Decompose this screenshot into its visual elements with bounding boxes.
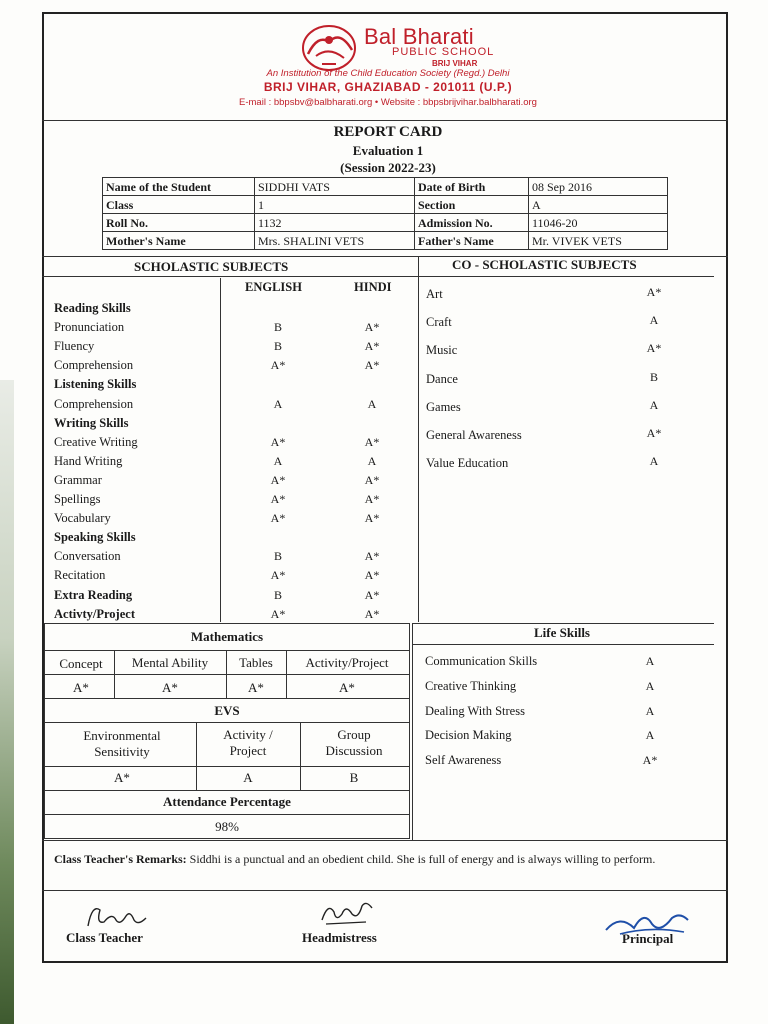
section-label: Section — [415, 196, 529, 214]
hindi-col-header: HINDI — [354, 280, 392, 294]
roll-label: Roll No. — [103, 214, 255, 232]
hindi-grade: A* — [364, 549, 380, 563]
principal-label: Principal — [622, 931, 674, 946]
co-scholastic-grade: B — [649, 370, 658, 384]
evs-grade-environmental: A* — [114, 770, 130, 785]
divider — [412, 623, 714, 624]
hindi-grade: A* — [364, 607, 380, 621]
divider — [220, 278, 221, 622]
session-title: (Session 2022-23) — [340, 160, 436, 175]
evs-col1-line1: Environmental — [83, 728, 161, 743]
evs-grade-discussion: B — [349, 770, 359, 785]
school-branch: BRIJ VIHAR — [432, 59, 478, 68]
english-grade: A* — [270, 511, 286, 525]
divider — [44, 698, 410, 699]
hindi-grade: A* — [364, 511, 380, 525]
admission-label: Admission No. — [415, 214, 529, 232]
math-col-concept: Concept — [59, 656, 103, 671]
skill-label: Recitation — [54, 568, 106, 582]
life-skill-grade: A* — [642, 753, 658, 767]
hindi-grade: A* — [364, 339, 380, 353]
skill-label: Creative Writing — [54, 435, 138, 449]
student-admission: 11046-20 — [529, 214, 668, 232]
skill-label: Pronunciation — [54, 320, 125, 334]
evs-heading: EVS — [214, 703, 240, 718]
english-grade: A* — [270, 568, 286, 582]
english-grade: A — [273, 454, 283, 468]
student-class: 1 — [255, 196, 415, 214]
math-col-activity-project: Activity/Project — [305, 655, 389, 670]
mother-label: Mother's Name — [103, 232, 255, 250]
co-scholastic-label: Music — [426, 343, 458, 357]
institution-line: An Institution of the Child Education Society (Regd.) Delhi — [266, 68, 510, 79]
co-scholastic-grade: A — [649, 454, 659, 468]
school-contact: E-mail : bbpsbv@balbharati.org • Website : bbpsbrijvihar.balbharati.org — [239, 97, 537, 108]
divider — [418, 276, 714, 277]
student-info-table — [102, 177, 668, 250]
headmistress-label: Headmistress — [302, 930, 377, 945]
evs-col3-line1: Group — [337, 727, 371, 742]
divider — [412, 644, 714, 645]
divider — [418, 256, 419, 622]
skill-group-heading: Listening Skills — [54, 377, 137, 391]
class-teacher-signature-icon — [82, 900, 152, 934]
skill-label: Grammar — [54, 473, 102, 487]
divider — [42, 890, 728, 891]
father-label: Father's Name — [415, 232, 529, 250]
co-scholastic-label: Art — [426, 287, 443, 301]
life-skill-grade: A — [645, 704, 655, 718]
attendance-heading: Attendance Percentage — [163, 794, 291, 809]
skill-group-heading: Speaking Skills — [54, 530, 136, 544]
student-dob: 08 Sep 2016 — [529, 178, 668, 196]
life-skill-label: Self Awareness — [425, 753, 502, 767]
evs-col-group-discussion — [300, 727, 408, 759]
skill-label: Fluency — [54, 339, 95, 353]
mother-name: Mrs. SHALINI VETS — [255, 232, 415, 250]
life-skill-label: Creative Thinking — [425, 679, 517, 693]
co-scholastic-grade: A — [649, 313, 659, 327]
skill-group-heading: Writing Skills — [54, 416, 129, 430]
divider — [44, 722, 410, 723]
divider — [44, 766, 410, 767]
english-grade: A* — [270, 492, 286, 506]
math-grade-tables: A* — [248, 680, 264, 695]
skill-label: Spellings — [54, 492, 101, 506]
co-scholastic-grade: A* — [646, 285, 662, 299]
evs-col1-line2: Sensitivity — [94, 744, 150, 759]
co-scholastic-grade: A — [649, 398, 659, 412]
remarks-label: Class Teacher's Remarks: — [54, 852, 187, 866]
divider — [42, 840, 728, 841]
mathematics-heading: Mathematics — [190, 629, 264, 644]
evs-col2-line1: Activity / — [223, 727, 273, 742]
life-skill-label: Decision Making — [425, 728, 512, 742]
skill-group-heading: Activty/Project — [54, 607, 135, 621]
life-skill-grade: A — [645, 728, 655, 742]
evs-col-activity-project — [196, 727, 300, 759]
skill-group-heading: Reading Skills — [54, 301, 131, 315]
co-scholastic-grade: A* — [646, 341, 662, 355]
co-scholastic-label: Games — [426, 400, 461, 414]
math-grade-concept: A* — [73, 680, 89, 695]
remarks-text: Siddhi is a punctual and an obedient child. She is full of energy and is always willing to perform. — [189, 852, 656, 866]
report-title: REPORT CARD — [333, 124, 443, 140]
english-grade: B — [273, 320, 282, 334]
attendance-value: 98% — [215, 819, 239, 834]
life-skills-heading: Life Skills — [534, 625, 590, 640]
math-grade-activity-project: A* — [339, 680, 355, 695]
hindi-grade: A — [367, 454, 377, 468]
evs-col3-line2: Discussion — [325, 743, 383, 758]
math-col-mental-ability: Mental Ability — [131, 655, 209, 670]
english-grade: B — [273, 588, 282, 602]
co-scholastic-heading: CO - SCHOLASTIC SUBJECTS — [452, 257, 637, 272]
evs-col-environmental-sensitivity — [48, 728, 196, 760]
skill-label: Conversation — [54, 549, 121, 563]
english-grade: A* — [270, 435, 286, 449]
co-scholastic-label: Value Education — [426, 456, 509, 470]
school-subtitle: PUBLIC SCHOOL — [392, 46, 495, 58]
english-grade: A* — [270, 358, 286, 372]
skill-label: Hand Writing — [54, 454, 123, 468]
math-grade-mental-ability: A* — [162, 680, 178, 695]
scholastic-heading: SCHOLASTIC SUBJECTS — [134, 259, 289, 274]
life-skill-grade: A — [645, 654, 655, 668]
english-grade: B — [273, 339, 282, 353]
school-name: Bal Bharati — [364, 24, 474, 49]
evs-col2-line2: Project — [229, 743, 267, 758]
evs-grade-activity: A — [243, 770, 253, 785]
skill-label: Comprehension — [54, 358, 134, 372]
english-grade: A* — [270, 473, 286, 487]
divider — [42, 276, 420, 277]
student-roll: 1132 — [255, 214, 415, 232]
math-col-tables: Tables — [239, 655, 273, 670]
co-scholastic-label: Craft — [426, 315, 452, 329]
background-edge — [0, 380, 14, 1024]
hindi-grade: A* — [364, 435, 380, 449]
hindi-grade: A* — [364, 358, 380, 372]
hindi-grade: A* — [364, 320, 380, 334]
dob-label: Date of Birth — [415, 178, 529, 196]
divider — [42, 120, 728, 121]
name-label: Name of the Student — [103, 178, 255, 196]
student-section: A — [529, 196, 668, 214]
student-name: SIDDHI VATS — [255, 178, 415, 196]
hindi-grade: A — [367, 397, 377, 411]
divider — [44, 650, 410, 651]
hindi-grade: A* — [364, 473, 380, 487]
hindi-grade: A* — [364, 492, 380, 506]
school-logo-icon — [298, 20, 360, 74]
hindi-grade: A* — [364, 588, 380, 602]
headmistress-signature-icon — [316, 896, 380, 930]
skill-label: Comprehension — [54, 397, 134, 411]
english-grade: B — [273, 549, 282, 563]
english-grade: A* — [270, 607, 286, 621]
english-grade: A — [273, 397, 283, 411]
life-skill-label: Dealing With Stress — [425, 704, 525, 718]
life-skill-label: Communication Skills — [425, 654, 538, 668]
divider — [44, 790, 410, 791]
class-teacher-label: Class Teacher — [66, 930, 143, 945]
father-name: Mr. VIVEK VETS — [529, 232, 668, 250]
life-skill-grade: A — [645, 679, 655, 693]
divider — [44, 674, 410, 675]
co-scholastic-label: General Awareness — [426, 428, 522, 442]
skill-group-heading: Extra Reading — [54, 588, 133, 602]
school-address: BRIJ VIHAR, GHAZIABAD - 201011 (U.P.) — [263, 80, 513, 94]
co-scholastic-grade: A* — [646, 426, 662, 440]
english-col-header: ENGLISH — [245, 280, 302, 294]
co-scholastic-label: Dance — [426, 372, 458, 386]
skill-label: Vocabulary — [54, 511, 111, 525]
class-label: Class — [103, 196, 255, 214]
evaluation-title: Evaluation 1 — [352, 143, 424, 158]
divider — [44, 814, 410, 815]
hindi-grade: A* — [364, 568, 380, 582]
class-teacher-remarks — [54, 850, 704, 868]
